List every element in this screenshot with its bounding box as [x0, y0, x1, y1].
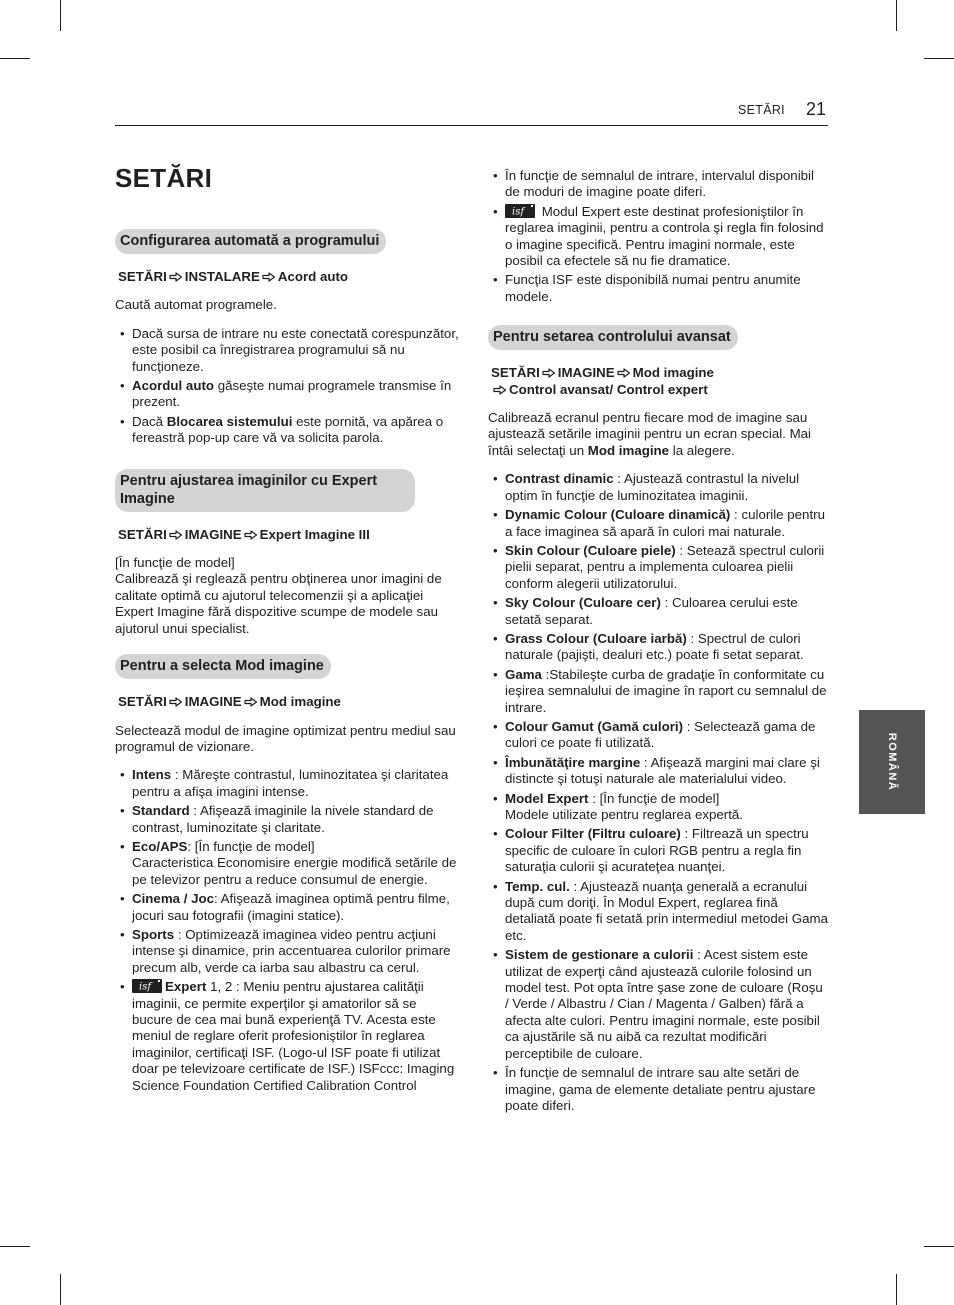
- list-item-term: Acordul auto: [132, 378, 214, 394]
- section-intro: Caută automat programele.: [115, 297, 277, 313]
- arrow-right-icon: [262, 272, 276, 282]
- arrow-right-icon: [169, 530, 183, 540]
- arrow-right-icon: [493, 385, 507, 395]
- list-item-term: Intens: [132, 767, 172, 783]
- menu-path: [118, 527, 460, 543]
- menu-path: [491, 365, 830, 398]
- crop-mark: [60, 0, 61, 31]
- list-item: [488, 272, 830, 305]
- list-item: [115, 803, 460, 836]
- section-intro: [488, 410, 830, 459]
- list-item: [488, 1065, 830, 1114]
- list-item: [488, 667, 830, 716]
- list-item-text: Dacă sursa de intrare nu este conectată corespunzător, este posibil ca înregistrarea programului să nu funcţioneze.: [132, 325, 459, 374]
- intro-term: Mod imagine: [587, 442, 670, 458]
- left-column: [115, 229, 460, 1097]
- list-item-text: : Selectează gama de culori ce poate fi utilizată.: [505, 718, 816, 751]
- list-item-term: Blocarea sistemului: [166, 413, 293, 429]
- list-item: [488, 719, 830, 752]
- path-step: Control avansat/ Control expert: [509, 381, 708, 397]
- list-item: [115, 839, 460, 888]
- menu-path: [118, 269, 460, 285]
- bullet-list: [488, 471, 830, 1114]
- path-step: Mod imagine: [632, 365, 714, 381]
- list-item-term: Colour Gamut (Gamă culori): [505, 718, 684, 734]
- section-heading-auto-tuning: Configurarea automată a programului: [115, 229, 386, 254]
- list-item-term: Colour Filter (Filtru culoare): [505, 826, 681, 842]
- list-item-text: : Afişează imaginile la nivele standard de contrast, luminozitate şi claritate.: [132, 803, 434, 835]
- crop-mark: [924, 1246, 954, 1247]
- list-item: [488, 543, 830, 592]
- list-item: [115, 979, 460, 1094]
- list-item-text: : Măreşte contrastul, luminozitatea şi claritatea pentru a afişa imagini intense.: [132, 767, 449, 799]
- list-item-text: : Ajustează contrastul la nivelul optim în funcţie de luminozitatea imaginii.: [505, 471, 800, 503]
- list-item: [488, 879, 830, 945]
- section-heading-picture-mode: Pentru a selecta Mod imagine: [115, 654, 331, 679]
- language-side-tab-label: ROMÂNĂ: [886, 732, 898, 792]
- header-divider: [115, 125, 828, 126]
- svg-text:isf: • isf: [512, 206, 525, 218]
- list-item-term: Model Expert: [505, 790, 589, 806]
- list-item-text: : [În funcţie de model]: [588, 790, 720, 806]
- list-item-text: : Culoarea cerului este setată separat.: [505, 595, 798, 627]
- list-item-term: Gama: [505, 666, 542, 682]
- page-title: SETĂRI: [115, 163, 213, 193]
- list-item-text: : Acest sistem este utilizat de experţi când ajustează culorile folosind un model test. Pot opta între şase zone de culoare (Roşu / Verde / Albastru / Cian / Magenta / Galben) fără a afecta alte culori. Pentru imagini normale, este posibil ca ajustările să nu aibă ca rezultat modificări perceptibile de culoare.: [505, 947, 823, 1061]
- list-item-term: Sports: [132, 926, 175, 942]
- header-section-label: SETĂRI: [738, 103, 785, 117]
- page-number: 21: [806, 99, 827, 119]
- list-item-term: Grass Colour (Culoare iarbă): [505, 630, 687, 646]
- path-step: IMAGINE: [184, 526, 242, 542]
- isf-logo-icon: [132, 979, 162, 993]
- intro-text: Calibrează ecranul pentru fiecare mod de imagine sau ajustează setările imaginii pentru un ecran special. Mai întâi selectaţi un: [488, 410, 811, 458]
- list-item-text: Modele utilizate pentru reglarea expertă.: [505, 807, 744, 822]
- path-step: Expert Imagine III: [259, 526, 370, 542]
- list-item: [488, 595, 830, 628]
- bullet-list: [115, 767, 460, 1094]
- list-item-text: : Filtrează un spectru specific de culoare în culori RGB pentru a regla fin saturaţia culorii şi acurateţea nuanţei.: [505, 826, 809, 875]
- list-item: [488, 507, 830, 540]
- list-item-text: Dacă: [132, 413, 167, 429]
- list-item-text: În funcţie de semnalul de intrare sau alte setări de imagine, gama de elemente detaliate pentru ajustare poate diferi.: [505, 1065, 816, 1113]
- arrow-right-icon: [244, 697, 258, 707]
- path-step: IMAGINE: [184, 694, 242, 710]
- list-item: [115, 891, 460, 924]
- list-item-term: Îmbunătăţire margine: [505, 754, 641, 770]
- list-item-text: găseşte numai programele transmise în prezent.: [132, 378, 452, 410]
- list-item: [115, 378, 460, 411]
- path-step: SETĂRI: [118, 526, 167, 542]
- arrow-right-icon: [169, 697, 183, 707]
- list-item: [488, 791, 830, 824]
- list-item: [115, 767, 460, 800]
- crop-mark: [896, 1274, 897, 1305]
- section-heading-expert-imagine: Pentru ajustarea imaginilor cu Expert Imagine: [115, 469, 415, 512]
- list-item-term: Standard: [132, 803, 190, 819]
- crop-mark: [60, 1274, 61, 1305]
- list-item: [488, 826, 830, 875]
- arrow-right-icon: [169, 272, 183, 282]
- list-item: [488, 755, 830, 788]
- list-item-text: :Stabileşte curba de gradaţie în conformitate cu ieşirea semnalului de imagine în raport cu semnalul de intrare.: [505, 666, 827, 715]
- list-item: [488, 471, 830, 504]
- list-item-text: Modul Expert este destinat profesioniştilor în reglarea imaginii, pentru a controla şi regla fin folosind o imagine specifică. Pentru imagini normale, este posibil ca efectele să nu fie dramatice.: [505, 203, 824, 269]
- list-item-term: Eco/APS: [132, 838, 188, 854]
- list-item: [115, 927, 460, 976]
- list-item-term: Sistem de gestionare a culorii: [505, 947, 694, 963]
- path-step: SETĂRI: [491, 365, 540, 381]
- list-item-text: : Setează spectrul culorii pielii separat, pentru a implementa culoarea pielii conform alegerii utilizatorului.: [505, 542, 825, 591]
- language-side-tab: [859, 710, 925, 814]
- path-step: IMAGINE: [557, 365, 615, 381]
- section-description: Calibrează şi reglează pentru obţinerea unor imagini de calitate optimă cu ajutorul telecomenzii şi a aplicaţiei Expert Imagine fără dispozitive scumpe de modele sau ajutorul unui specialist.: [115, 571, 442, 636]
- list-item-text: Funcţia ISF este disponibilă numai pentru anumite modele.: [505, 272, 801, 304]
- list-item-term: Dynamic Colour (Culoare dinamică): [505, 507, 731, 523]
- list-item: [115, 414, 460, 447]
- list-item-text: : Afişează imaginea optimă pentru filme, jocuri sau fotografii (imagini statice).: [132, 891, 450, 923]
- list-item-term: Skin Colour (Culoare piele): [505, 542, 676, 558]
- list-item-term: Cinema / Joc: [132, 891, 215, 907]
- crop-mark: [924, 58, 954, 59]
- list-item-term: Contrast dinamic: [505, 471, 614, 487]
- path-step: Acord auto: [277, 269, 349, 284]
- menu-path: [118, 694, 460, 710]
- list-item-text: : Optimizează imaginea video pentru acţiuni intense şi dinamice, prin accentuarea culorilor primare precum alb, verde ca iarba sau albastru ca cerul.: [132, 926, 451, 975]
- path-step: Mod imagine: [259, 694, 341, 710]
- crop-mark: [896, 0, 897, 31]
- list-item-text: 1, 2 : Meniu pentru ajustarea calităţii imaginii, ce permite experţilor şi amatorilor să se bucure de cea mai bună experienţă TV. Acesta este meniul de reglare oferit profesioniştilor în reglarea imaginilor, certificaţi ISF. (Logo-ul ISF poate fi utilizat doar pe televizoare certificate de ISF.) ISFccc: Imaging Science Foundation Certified Calibration Control: [132, 979, 455, 1093]
- list-item-text: Caracteristica Economisire energie modifică setările de pe televizor pentru a reduce consumul de energie.: [132, 855, 457, 887]
- model-note: [În funcţie de model]: [115, 555, 235, 571]
- svg-text:isf: • isf: [139, 981, 152, 993]
- section-intro: Selectează modul de imagine optimizat pentru mediul sau programul de vizionare.: [115, 722, 456, 754]
- list-item-term: Temp. cul.: [505, 878, 570, 894]
- path-step: SETĂRI: [118, 269, 167, 284]
- list-item: [488, 168, 830, 201]
- list-item-text: : [În funcţie de model]: [187, 838, 315, 854]
- crop-mark: [0, 1246, 30, 1247]
- isf-logo-icon: [505, 204, 535, 218]
- list-item: [488, 947, 830, 1062]
- list-item-text: În funcţie de semnalul de intrare, intervalul disponibil de moduri de imagine poate diferi.: [505, 168, 814, 200]
- list-item-text: este pornită, va apărea o fereastră pop-up care vă va solicita parola.: [132, 413, 444, 446]
- list-item-text: : Afişează margini mai clare şi distincte şi totuşi naturale ale materialului video.: [505, 754, 820, 787]
- arrow-right-icon: [244, 530, 258, 540]
- crop-mark: [0, 58, 30, 59]
- list-item-text: : culorile pentru a face imaginea să apară în culori mai naturale.: [505, 507, 825, 539]
- path-step: SETĂRI: [118, 694, 167, 710]
- bullet-list: [488, 168, 830, 305]
- list-item-term: Sky Colour (Culoare cer): [505, 595, 661, 611]
- list-item: [488, 631, 830, 664]
- right-column: [488, 168, 830, 1117]
- list-item-text: : Spectrul de culori naturale (pajişti, dealuri etc.) poate fi setat separat.: [505, 630, 804, 663]
- intro-text: la alegere.: [669, 442, 735, 458]
- arrow-right-icon: [542, 368, 556, 378]
- bullet-list: [115, 326, 460, 447]
- path-step: INSTALARE: [184, 269, 260, 284]
- list-item-term: Expert: [165, 979, 207, 995]
- list-item-text: : Ajustează nuanţa generală a ecranului după cum doriţi. În Modul Expert, reglarea fină detaliată poate fi setată prin intermediul metodei Gama etc.: [505, 878, 829, 943]
- list-item: [115, 326, 460, 375]
- list-item: [488, 204, 830, 270]
- arrow-right-icon: [617, 368, 631, 378]
- section-heading-advanced-control: Pentru setarea controlului avansat: [488, 325, 738, 350]
